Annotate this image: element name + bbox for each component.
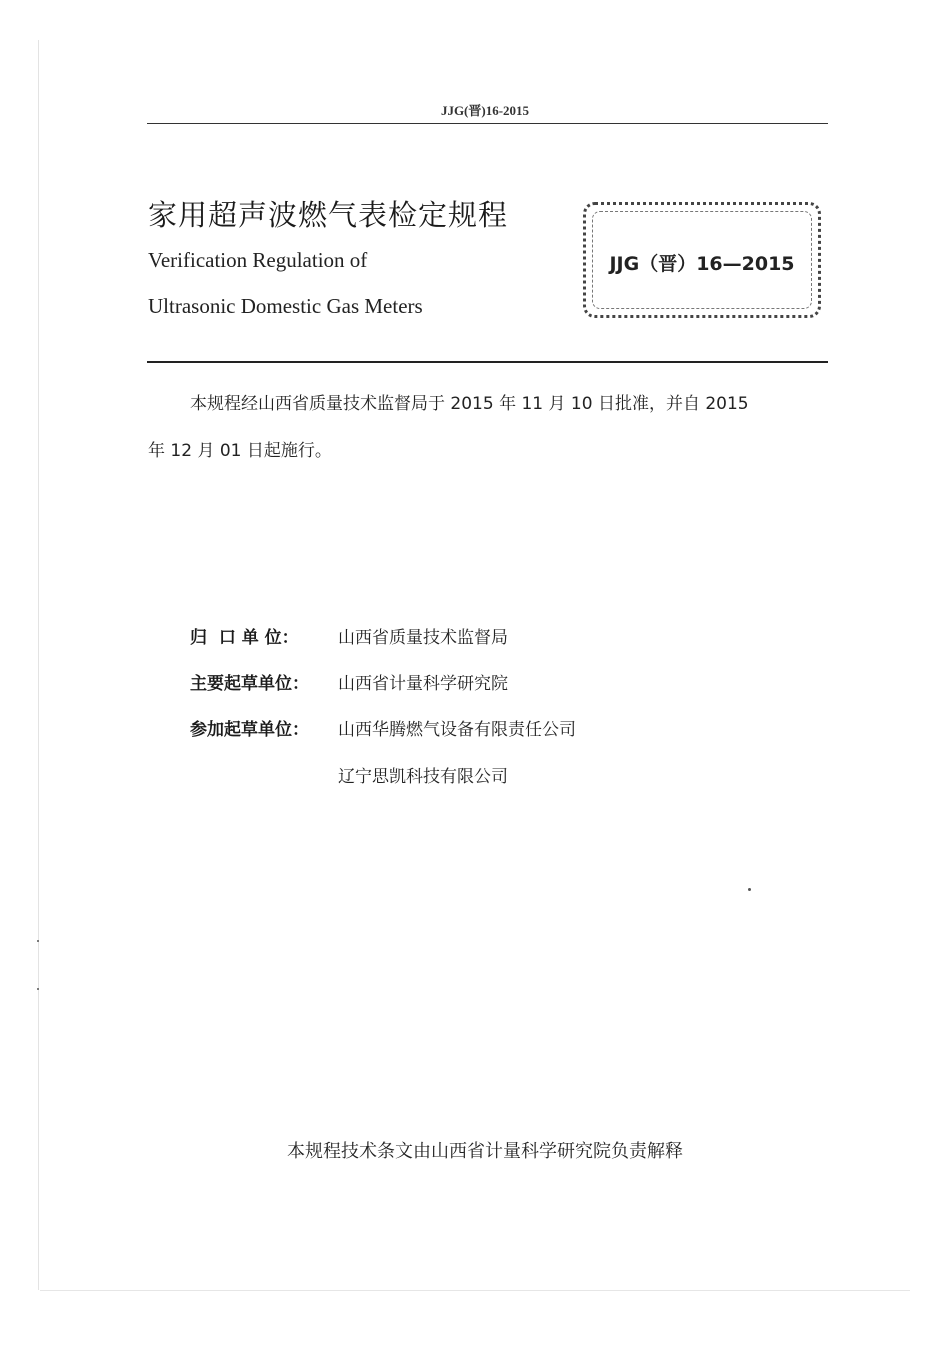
title-chinese: 家用超声波燃气表检定规程 — [148, 198, 509, 232]
unit-label: 主要起草单位： — [190, 674, 309, 694]
header-divider — [147, 123, 828, 124]
standard-code: JJG（晋）16—2015 — [609, 253, 795, 275]
scan-edge-bottom — [40, 1290, 910, 1291]
interpretation-note: 本规程技术条文由山西省计量科学研究院负责解释 — [287, 1141, 683, 1162]
unit-row-participating-drafter — [190, 715, 576, 740]
title-english-line1: Verification Regulation of — [148, 248, 368, 272]
unit-value: 山西华腾燃气设备有限责任公司 — [338, 720, 576, 740]
approval-line1: 本规程经山西省质量技术监督局于 2015 年 11 月 10 日批准，并自 2015 — [190, 394, 749, 414]
scan-edge-left — [38, 40, 39, 1290]
unit-row-responsible — [190, 623, 508, 648]
unit-row-main-drafter — [190, 669, 508, 694]
title-divider — [147, 361, 828, 363]
scan-speck — [748, 888, 751, 891]
unit-value: 辽宁思凯科技有限公司 — [338, 767, 508, 787]
unit-label: 参加起草单位： — [190, 720, 309, 740]
unit-value: 山西省计量科学研究院 — [338, 674, 508, 694]
standard-code-box — [583, 202, 821, 318]
unit-value: 山西省质量技术监督局 — [338, 628, 508, 648]
approval-line2: 年 12 月 01 日起施行。 — [148, 441, 332, 461]
unit-row-participating-drafter-2 — [190, 762, 508, 787]
unit-label: 归 口 单 位： — [190, 628, 299, 648]
title-english-line2: Ultrasonic Domestic Gas Meters — [148, 294, 423, 318]
scan-speck — [37, 988, 39, 990]
scan-speck — [37, 940, 39, 942]
header-code: JJG(晋)16-2015 — [440, 103, 530, 118]
